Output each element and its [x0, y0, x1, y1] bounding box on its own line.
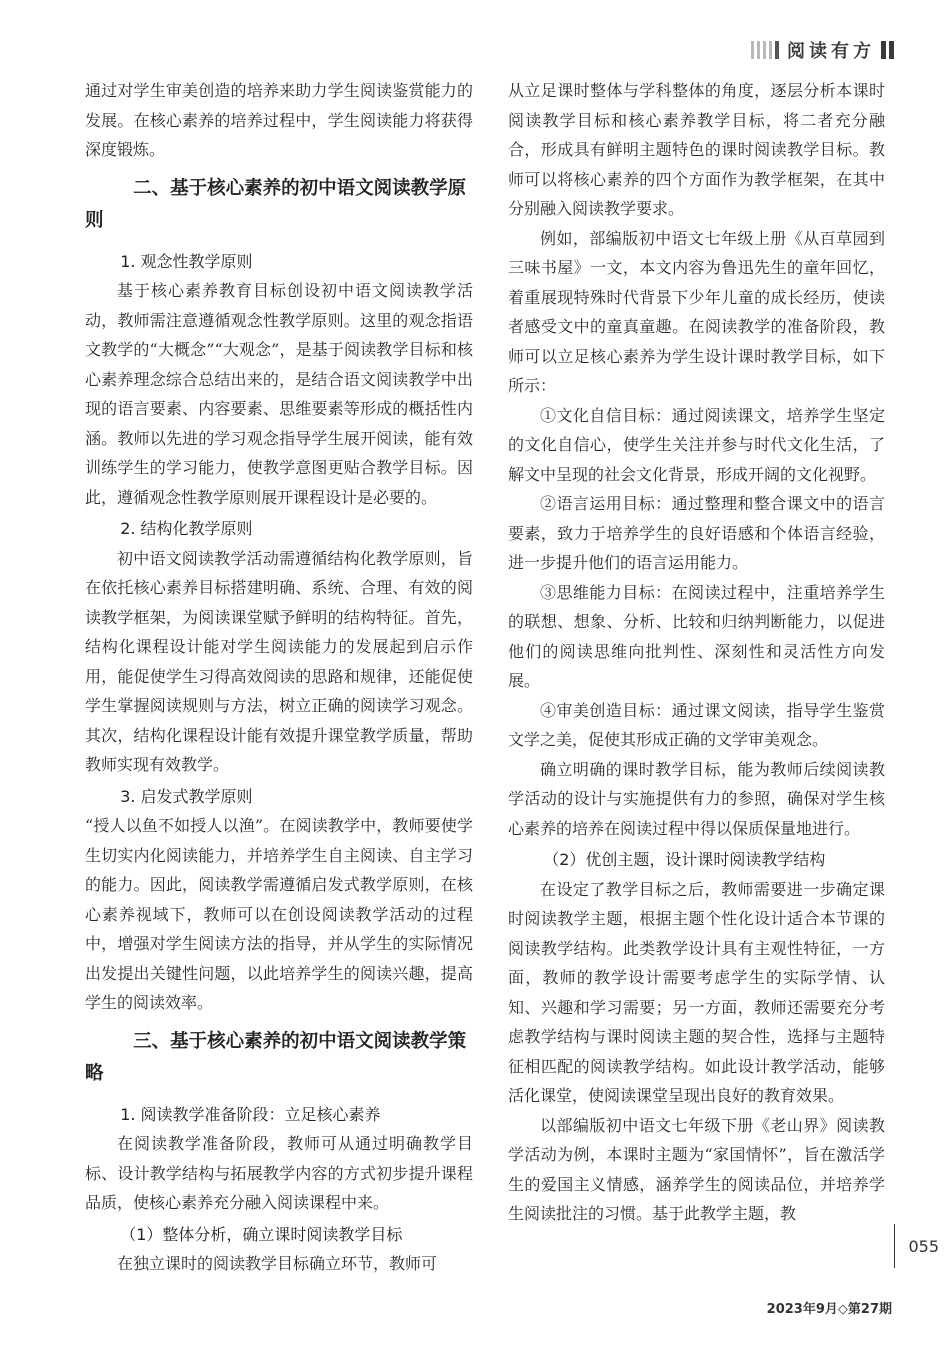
section-heading: 二、基于核心素养的初中语文阅读教学原则 [85, 177, 467, 231]
paragraph: 从立足课时整体与学科整体的角度，逐层分析本课时阅读教学目标和核心素养教学目标，将二者充分融合，形成具有鲜明主题特色的课时阅读教学目标。教师可以将核心素养的四个方面作为教学框架，在其中分别融入阅读教学要求。 [508, 81, 885, 218]
paragraph: 例如，部编版初中语文七年级上册《从百草园到三味书屋》一文，本文内容为鲁迅先生的童年回忆，着重展现特殊时代背景下少年儿童的成长经历，使读者感受文中的童真童趣。在阅读教学的准备阶段，教师可以立足核心素养为学生设计课时教学目标，如下所示： [508, 228, 885, 395]
paragraph: 初中语文阅读教学活动需遵循结构化教学原则，旨在依托核心素养目标搭建明确、系统、合理、有效的阅读教学框架，为阅读课堂赋予鲜明的结构特征。首先，结构化课程设计能对学生阅读能力的发展起到启示作用，能促使学生习得高效阅读的思路和规律，还能促使学生掌握阅读规则与方法，树立正确的阅读学习观念。其次，结构化课程设计能有效提升课堂教学质量，帮助教师实现有效教学。 [85, 548, 473, 774]
goal-item: ④审美创造目标：通过课文阅读，指导学生鉴赏文学之美，促使其形成正确的文学审美观念。 [508, 700, 885, 749]
paragraph: 在设定了教学目标之后，教师需要进一步确定课时阅读教学主题，根据主题个性化设计适合本节课的阅读教学结构。此类教学设计具有主观性特征，一方面，教师的教学设计需要考虑学生的实际学情、认知、兴趣和学习需要；另一方面，教师还需要充分考虑教学结构与课时阅读主题的契合性，选择与主题特征相匹配的阅读教学结构。如此设计教学活动，能够活化课堂，使阅读课堂呈现出良好的教育效果。 [508, 879, 885, 1105]
issue-info: 2023年9月◇第27期 [766, 1302, 892, 1317]
paragraph: “授人以鱼不如授人以渔”。在阅读教学中，教师要使学生切实内化阅读能力，并培养学生自主阅读、自主学习的能力。因此，阅读教学需遵循启发式教学原则，在核心素养视域下，教师可以在创设阅读教学活动的过程中，增强对学生阅读方法的指导，并从学生的实际情况出发提出关键性问题，以此培养学生的阅读兴趣，提高学生的阅读效率。 [85, 816, 473, 1012]
header-end-bars [881, 41, 894, 59]
subsection-heading: 1. 观念性教学原则 [120, 251, 253, 271]
paragraph: 通过对学生审美创造的培养来助力学生阅读鉴赏能力的发展。在核心素养的培养过程中，学生阅读能力将获得深度锻炼。 [85, 81, 473, 159]
goal-item: ③思维能力目标：在阅读过程中，注重培养学生的联想、想象、分析、比较和归纳判断能力，以促进他们的阅读思维向批判性、深刻性和灵活性方向发展。 [508, 582, 885, 690]
header-decoration-bars [751, 41, 779, 59]
paragraph: 在独立课时的阅读教学目标确立环节，教师可 [117, 1254, 438, 1273]
subsection-heading: （1）整体分析，确立课时阅读教学目标 [120, 1224, 403, 1244]
goal-item: ①文化自信目标：通过阅读课文，培养学生坚定的文化自信心，使学生关注并参与时代文化生活，了解文中呈现的社会文化背景，形成开阔的文化视野。 [508, 405, 885, 484]
goal-item: ②语言运用目标：通过整理和整合课文中的语言要素，致力于培养学生的良好语感和个体语言经验，进一步提升他们的语言运用能力。 [508, 494, 885, 572]
paragraph: 以部编版初中语文七年级下册《老山界》阅读教学活动为例，本课时主题为“家国情怀”，旨在激活学生的爱国主义情感，涵养学生的阅读品位，并培养学生阅读批注的习惯。基于此教学主题，教 [508, 1115, 885, 1223]
paragraph: 基于核心素养教育目标创设初中语文阅读教学活动，教师需注意遵循观念性教学原则。这里的观念指语文教学的“大概念”“大观念”，是基于阅读教学目标和核心素养理念综合总结出来的，是结合语文阅读教学中出现的语言要素、内容要素、思维要素等形成的概括性内涵。教师以先进的学习观念指导学生展开阅读，能有效训练学生的学习能力，使教学意图更贴合教学目标。因此，遵循观念性教学原则展开课程设计是必要的。 [85, 281, 473, 507]
subsection-heading: （2）优创主题，设计课时阅读教学结构 [543, 850, 826, 869]
page-number: 055 [894, 1224, 939, 1268]
section-title: 阅读有方 [787, 41, 875, 62]
subsection-heading: 3. 启发式教学原则 [120, 786, 253, 806]
section-heading: 三、基于核心素养的初中语文阅读教学策略 [85, 1030, 467, 1084]
paragraph: 在阅读教学准备阶段，教师可从通过明确教学目标、设计教学结构与拓展教学内容的方式初步提升课程品质，使核心素养充分融入阅读课程中来。 [85, 1134, 473, 1212]
right-column [508, 76, 885, 1229]
left-column [85, 76, 473, 1279]
subsection-heading: 1. 阅读教学准备阶段：立足核心素养 [120, 1104, 381, 1124]
running-header [751, 38, 894, 62]
subsection-heading: 2. 结构化教学原则 [120, 519, 253, 538]
paragraph: 确立明确的课时教学目标，能为教师后续阅读教学活动的设计与实施提供有力的参照，确保对学生核心素养的培养在阅读过程中得以保质保量地进行。 [508, 759, 885, 838]
